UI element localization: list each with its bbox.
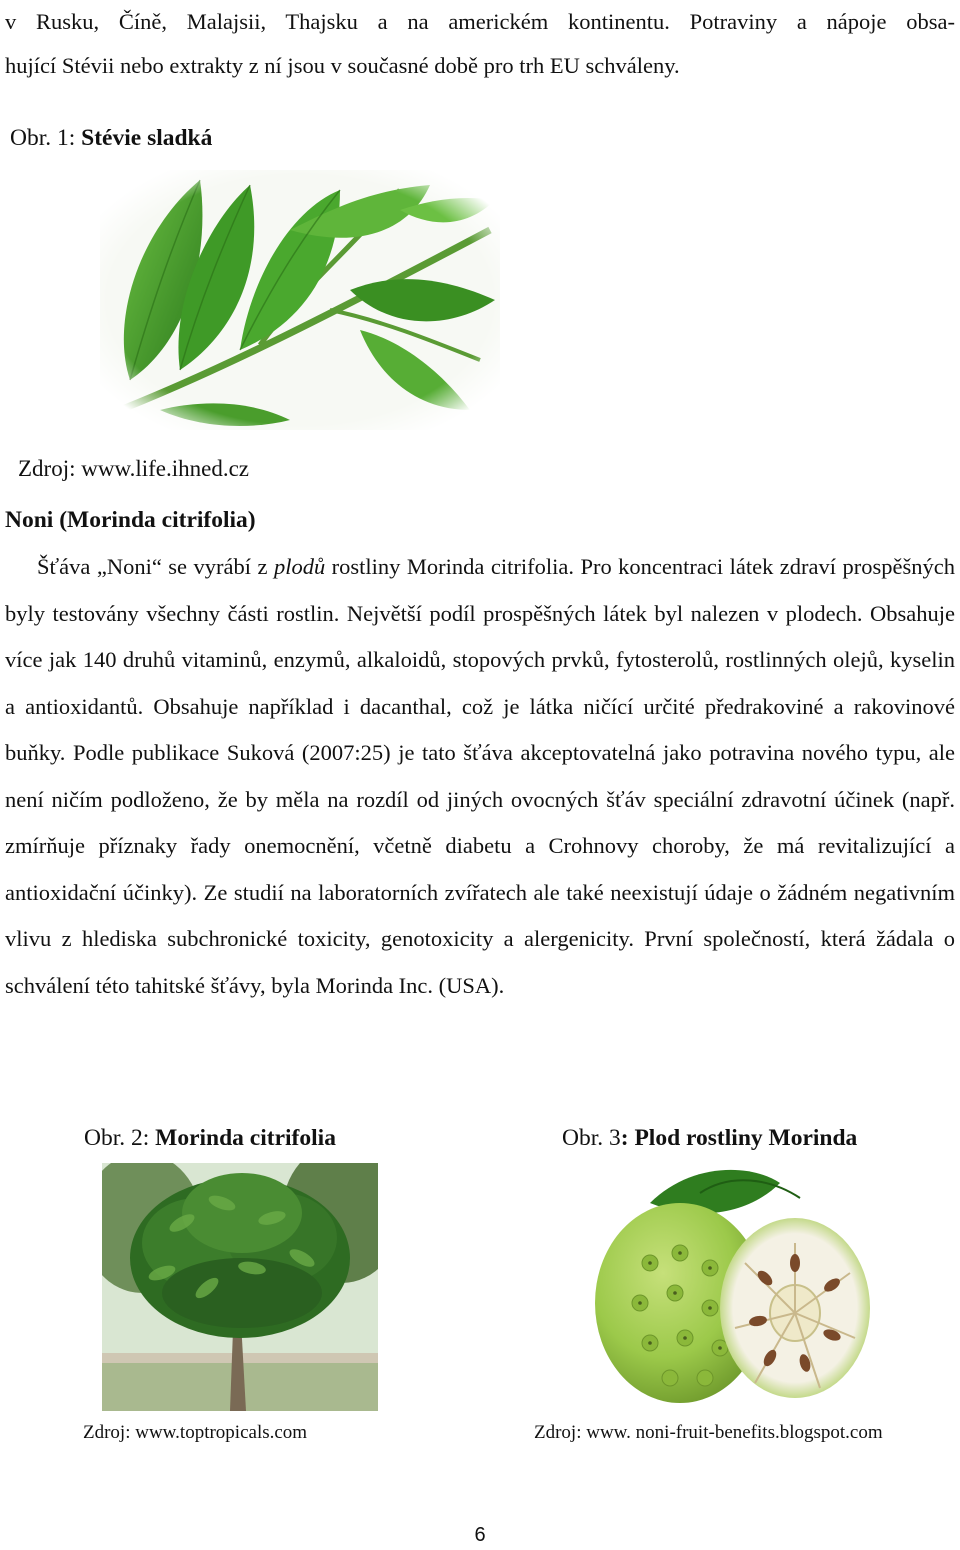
figure-3-caption <box>562 1123 857 1153</box>
figure-1-caption <box>10 123 212 153</box>
body-text-rest: rostliny Morinda citrifolia. Pro koncentraci látek zdraví prospěšných byly testovány všechny části rostlin. Největší podíl prospěšných látek byl nalezen v plodech. Obsahuje více jak 140 druhů vitaminů, enzymů, alkaloidů, stopových prvků, fytosterolů, rostlinných olejů, kyselin a antioxidantů. Obsahuje například i dacanthal, což je látka ničící určité předrakoviné a rakovinové buňky. Podle publikace Suková (2007:25) je tato šťáva akceptovatelná jako potravina nového typu, ale není ničím podloženo, že by měla na rozdíl od jiných ovocných šťáv speciální zdravotní účinek (např. zmírňuje příznaky řady onemocnění, včetně diabetu a Crohnovy choroby, že má revitalizující a antioxidační účinky). Ze studií na laboratorních zvířatech ale také neexistují údaje o žádném negativním vlivu z hlediska subchronické toxicity, genotoxicity a alergenicity. První společností, která žádala o schválení této tahitské šťávy, byla Morinda Inc. (USA). <box>5 554 955 998</box>
intro-line-2: hující Stévii nebo extrakty z ní jsou v současné době pro trh EU schváleny. <box>5 53 680 78</box>
figure-2-caption <box>84 1123 336 1153</box>
figure-3-caption-title: : Plod rostliny Morinda <box>620 1125 858 1151</box>
figure-1-caption-prefix: Obr. 1: <box>10 125 82 151</box>
page-number: 6 <box>474 1524 486 1546</box>
intro-line-1: v Rusku, Číně, Malajsii, Thajsku a na americkém kontinentu. Potraviny a nápoje obsa- <box>5 9 955 34</box>
section-heading: Noni (Morinda citrifolia) <box>5 507 256 533</box>
body-italic-word: plodů <box>273 554 326 579</box>
section-body <box>5 544 955 1009</box>
figure-2-source: Zdroj: www.toptropicals.com <box>83 1422 308 1443</box>
figure-1-source: Zdroj: www.life.ihned.cz <box>18 456 249 481</box>
figure-2-caption-title: Morinda citrifolia <box>155 1125 336 1151</box>
morinda-tree-photo <box>102 1163 378 1411</box>
figure-1-caption-title: Stévie sladká <box>81 125 213 151</box>
intro-paragraph <box>5 0 955 88</box>
body-text-start: Šťáva „Noni“ se vyrábí z <box>37 554 274 579</box>
noni-fruit-photo <box>580 1163 880 1413</box>
figure-3-source: Zdroj: www. noni-fruit-benefits.blogspot.com <box>534 1422 883 1443</box>
stevia-photo <box>100 170 500 430</box>
figure-2-caption-prefix: Obr. 2: <box>84 1125 156 1151</box>
figure-3-caption-prefix: Obr. 3 <box>562 1125 621 1151</box>
